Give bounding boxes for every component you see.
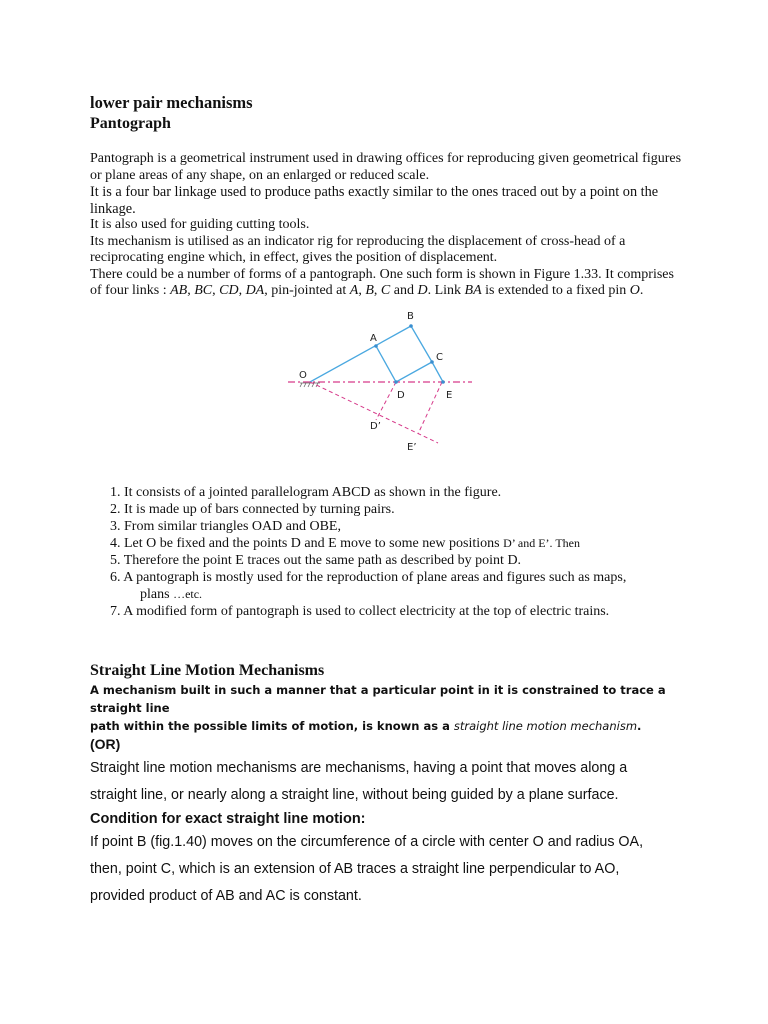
text-run: . Link <box>427 283 465 298</box>
text-run: , pin-jointed at <box>264 283 350 298</box>
label-d-prime: D’ <box>370 421 381 432</box>
text-run: , <box>238 283 246 298</box>
text-line <box>110 587 202 602</box>
list-item <box>110 535 680 552</box>
link-name: BC <box>194 283 213 298</box>
or-label: (OR) <box>90 736 121 752</box>
pantograph-diagram <box>290 312 510 462</box>
link-name: AB <box>170 283 188 298</box>
text-line: reciprocating engine which, in effect, gives the position of displacement. <box>90 250 498 265</box>
link-name: CD <box>219 283 239 298</box>
text-line: linkage. <box>90 200 136 217</box>
pin-name: C <box>380 283 391 298</box>
text-run: , <box>358 283 366 298</box>
text-run: is extended to a fixed pin <box>481 283 630 298</box>
label-a: A <box>370 333 377 344</box>
section-title-pantograph: Pantograph <box>90 115 171 132</box>
text-line: There could be a number of forms of a pantograph. One such form is shown in Figure 1.33. It comprises <box>90 266 674 282</box>
list-item: 7. A modified form of pantograph is used to collect electricity at the top of electric trains. <box>110 604 610 619</box>
label-d: D <box>397 390 405 401</box>
text-line: If point B (fig.1.40) moves on the circumference of a circle with center O and radius OA, <box>90 834 644 850</box>
pantograph-points-list <box>110 484 680 620</box>
text-run: and <box>390 283 418 298</box>
label-e: E <box>446 390 453 401</box>
list-item <box>110 569 680 603</box>
text-run: , <box>212 283 220 298</box>
label-c: C <box>436 352 443 363</box>
list-item: 3. From similar triangles OAD and OBE, <box>110 519 341 534</box>
label-b: B <box>407 311 414 322</box>
link-ce <box>432 362 443 382</box>
joint-c <box>430 360 434 364</box>
list-item: 1. It consists of a jointed parallelogram ABCD as shown in the figure. <box>110 485 502 500</box>
condition-text <box>90 829 690 910</box>
link-bc <box>411 326 432 362</box>
text-run: . <box>637 719 642 733</box>
link-name: DA <box>245 283 265 298</box>
pin-name: B <box>365 283 374 298</box>
text-line: 6. A pantograph is mostly used for the reproduction of plane areas and figures such as maps, <box>110 570 627 585</box>
dashed-c-eprime <box>418 382 442 434</box>
text-line: Its mechanism is utilised as an indicator rig for reproducing the displacement of cross-head of a <box>90 233 626 249</box>
text-run: D’ and E’. Then <box>503 536 580 550</box>
body-text <box>90 755 690 809</box>
intro-paragraph-4 <box>90 234 690 267</box>
text-line: Straight line motion mechanisms are mechanisms, having a point that moves along a <box>90 760 628 776</box>
joint-a <box>374 344 378 348</box>
intro-paragraph-3: It is also used for guiding cutting tools. <box>90 217 310 232</box>
definition-text <box>90 681 690 735</box>
dashed-ob-prime <box>310 382 438 443</box>
text-line: straight line, or nearly along a straight line, without being guided by a plane surface. <box>90 787 619 803</box>
intro-paragraph-1 <box>90 151 690 184</box>
intro-paragraph-2 <box>90 184 690 217</box>
joint-e <box>441 380 445 384</box>
text-run: of four links : <box>90 283 171 298</box>
link-name: BA <box>464 283 482 298</box>
section-title-straight-line: Straight Line Motion Mechanisms <box>90 662 325 679</box>
text-run: , <box>373 283 381 298</box>
pantograph-figure <box>290 312 510 462</box>
condition-title: Condition for exact straight line motion: <box>90 811 366 827</box>
joint-d <box>394 380 398 384</box>
text-line: provided product of AB and AC is constant. <box>90 888 362 904</box>
joint-b <box>409 324 413 328</box>
pin-name: A <box>349 283 359 298</box>
text-run: 4. Let O be fixed and the points D and E move to some new positions <box>110 536 504 551</box>
link-dc <box>396 362 432 382</box>
text-line: or plane areas of any shape, on an enlarged or reduced scale. <box>90 167 430 183</box>
text-line: Pantograph is a geometrical instrument used in drawing offices for reproducing given geometrical figures <box>90 151 682 166</box>
document-page <box>90 92 690 904</box>
text-run: . <box>639 283 644 298</box>
link-ob <box>310 326 411 382</box>
text-line: It is a four bar linkage used to produce paths exactly similar to the ones traced out by a point on the <box>90 184 659 200</box>
label-o: O <box>299 370 307 381</box>
intro-paragraph-5 <box>90 267 690 300</box>
text-run: plans <box>140 587 174 602</box>
intro-text <box>90 151 690 300</box>
pin-name: D <box>417 283 428 298</box>
label-e-prime: E’ <box>407 442 417 453</box>
page-heading: lower pair mechanisms <box>90 93 253 112</box>
text-line: then, point C, which is an extension of AB traces a straight line perpendicular to AO, <box>90 861 620 877</box>
straight-line-section <box>90 661 690 910</box>
list-item: 2. It is made up of bars connected by turning pairs. <box>110 502 395 517</box>
link-ad <box>376 346 396 382</box>
text-run: straight line motion mechanism <box>453 719 638 733</box>
dashed-d-dprime <box>376 382 396 420</box>
text-run: , <box>187 283 195 298</box>
text-line: A mechanism built in such a manner that a particular point in it is constrained to trace a straight line <box>90 683 666 715</box>
text-run: path within the possible limits of motion, is known as a <box>90 719 454 733</box>
text-run: …etc. <box>173 587 203 601</box>
pin-name: O <box>629 283 640 298</box>
list-item: 5. Therefore the point E traces out the same path as described by point D. <box>110 553 522 568</box>
